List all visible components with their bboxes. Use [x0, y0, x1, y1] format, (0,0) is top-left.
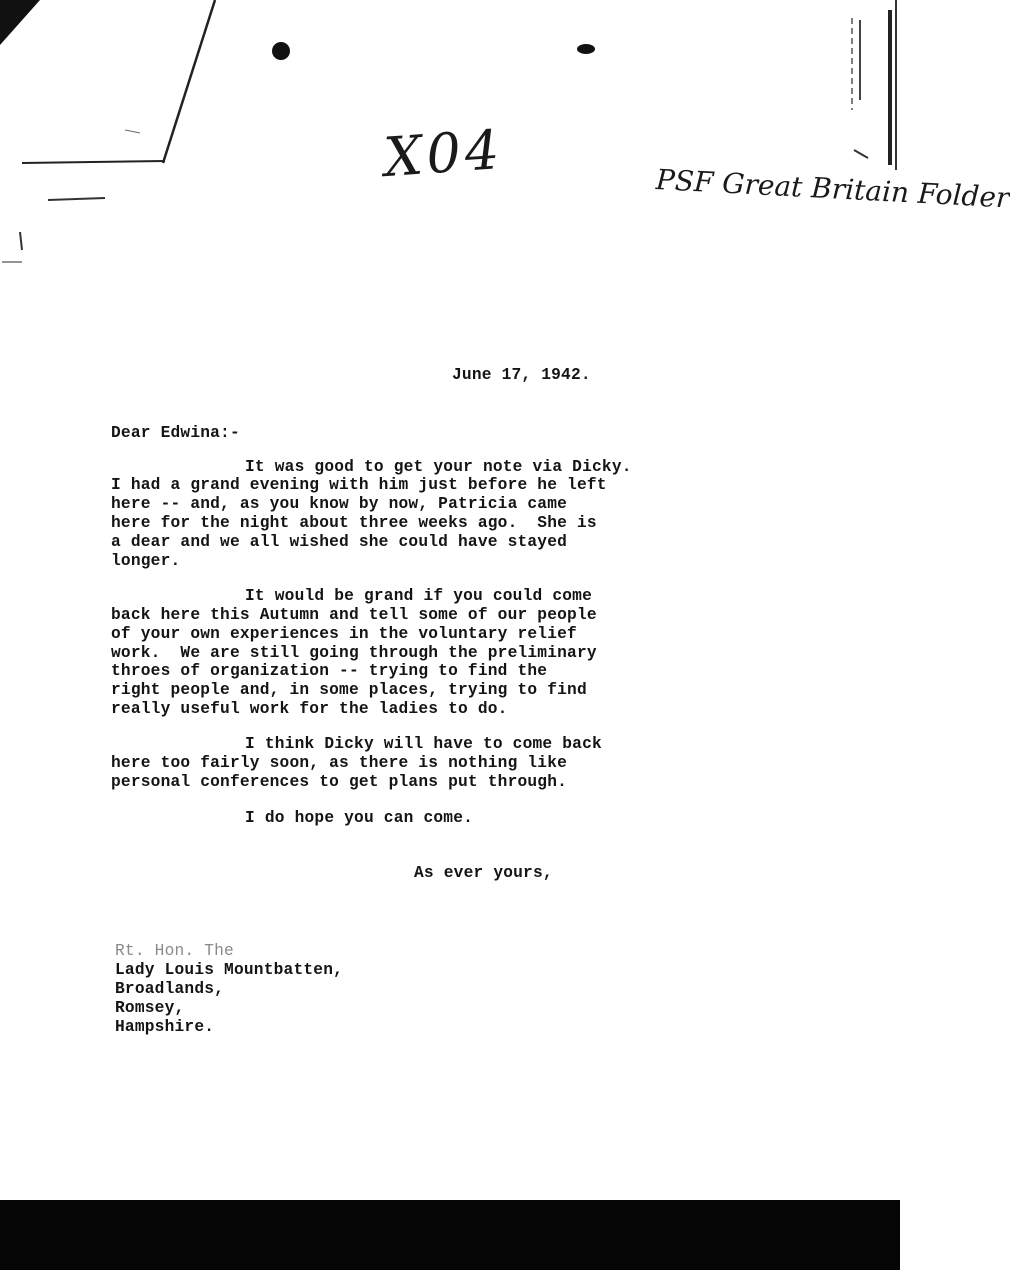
- handwritten-file-code: X04: [381, 117, 506, 190]
- scan-bottom-border: [0, 1200, 900, 1270]
- body-line: I think Dicky will have to come back: [245, 735, 602, 753]
- body-line: It was good to get your note via Dicky.: [245, 458, 632, 476]
- address-line: Romsey,: [115, 999, 185, 1017]
- body-line: It would be grand if you could come: [245, 587, 592, 605]
- address-line: Lady Louis Mountbatten,: [115, 961, 344, 979]
- body-line: I do hope you can come.: [245, 809, 474, 827]
- address-line: Hampshire.: [115, 1018, 215, 1036]
- body-line: here for the night about three weeks ago. She is: [111, 514, 597, 532]
- address-title: Rt. Hon. The: [115, 942, 234, 960]
- body-line: right people and, in some places, trying to find: [111, 681, 587, 699]
- address-line: Broadlands,: [115, 980, 225, 998]
- body-line: throes of organization -- trying to find the: [111, 662, 548, 680]
- body-line: a dear and we all wished she could have stayed: [111, 533, 568, 551]
- scan-edge-artifact: [846, 0, 900, 170]
- body-line: back here this Autumn and tell some of our people: [111, 606, 597, 624]
- letter-closing: As ever yours,: [414, 864, 553, 882]
- scan-corner-artifact: [0, 0, 220, 260]
- punch-hole-speck: [272, 42, 290, 60]
- punch-hole-speck: [577, 44, 595, 54]
- letter-salutation: Dear Edwina:-: [111, 424, 240, 442]
- body-line: longer.: [111, 552, 181, 570]
- handwritten-file-note: PSF Great Britain Folder: [655, 163, 1010, 215]
- body-line: I had a grand evening with him just before he left: [111, 476, 607, 494]
- body-line: personal conferences to get plans put through.: [111, 773, 568, 791]
- body-line: work. We are still going through the preliminary: [111, 644, 597, 662]
- body-line: of your own experiences in the voluntary relief: [111, 625, 577, 643]
- body-line: here -- and, as you know by now, Patricia came: [111, 495, 568, 513]
- letter-date: June 17, 1942.: [452, 366, 591, 384]
- body-line: here too fairly soon, as there is nothing like: [111, 754, 568, 772]
- body-line: really useful work for the ladies to do.: [111, 700, 508, 718]
